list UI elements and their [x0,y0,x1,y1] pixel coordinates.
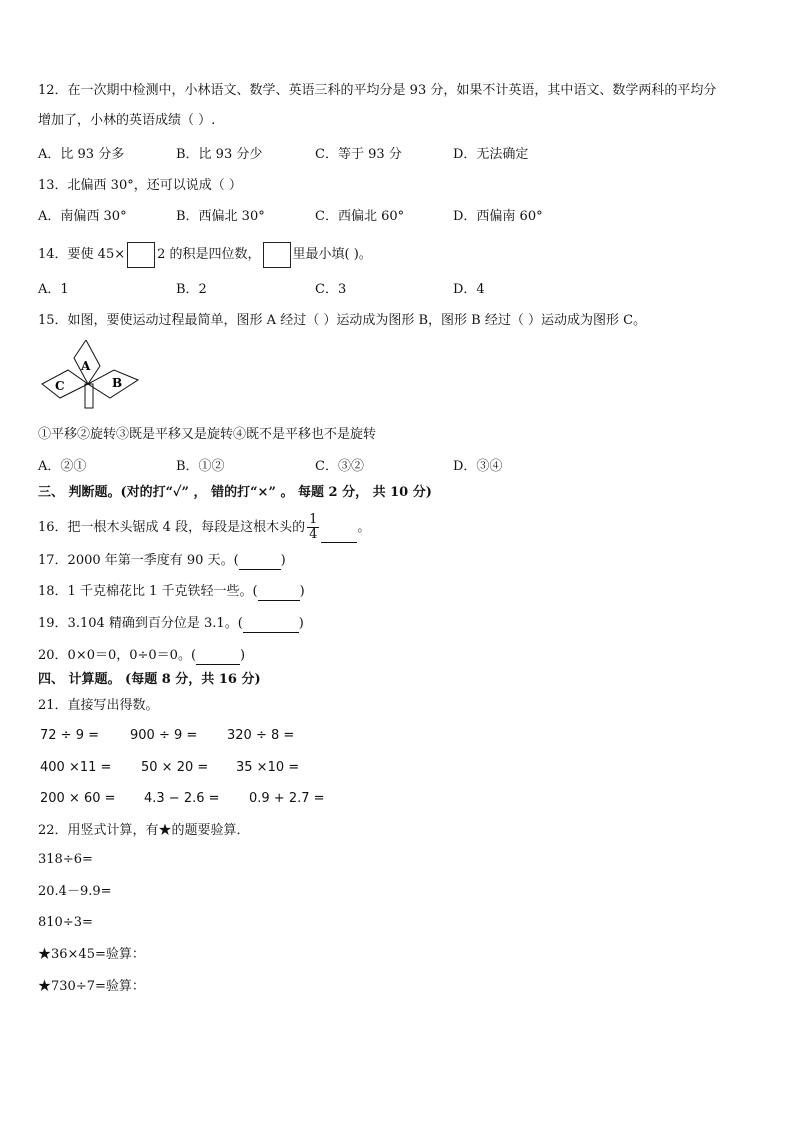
figure-label-a: A [81,359,91,373]
q21-stem: 21．直接写出得数。 [38,698,159,713]
q13-stem: 13．北偏西 30°，还可以说成（ ） [38,178,242,193]
q20-answer-blank [196,646,240,665]
q22-item: 20.4－9.9= [38,884,112,899]
q13-option-d: D．西偏南 60° [453,209,543,224]
q14-part2: 2 的积是四位数， [157,247,261,262]
q19-end: ) [298,616,304,631]
figure-label-b: B [112,376,123,390]
q12-option-b: B．比 93 分少 [176,147,263,162]
q15-option-b: B．①② [176,459,225,474]
q15-figure [38,340,148,412]
q15-option-d: D．③④ [453,459,503,474]
calc-item: 320 ÷ 8 = [227,728,295,743]
section-3-title: 三、 判断题。(对的打“✓” ， 错的打“×” 。 每题 2 分， 共 10 分) [38,485,432,500]
q15-choices: ①平移②旋转③既是平移又是旋转④既不是平移也不是旋转 [38,427,377,442]
q12-option-c: C．等于 93 分 [315,147,402,162]
q14-part3: 里最小填( )。 [292,247,372,262]
section-4-title: 四、 计算题。 (每题 8 分，共 16 分) [38,672,261,687]
calc-item: 50 × 20 = [141,760,209,775]
calc-item: 400 ×11 = [40,760,112,775]
q14-option-a: A．1 [38,282,69,297]
q20-end: ) [240,648,246,663]
q18 [38,582,305,601]
q19 [38,614,304,633]
q13-option-a: A．南偏西 30° [38,209,127,224]
q12-line1: 12．在一次期中检测中，小林语文、数学、英语三科的平均分是 93 分，如果不计英语，其中语文、数学两科的平均分 [38,83,717,98]
q16-fraction [307,513,319,542]
calc-item: 900 ÷ 9 = [130,728,198,743]
q12-option-a: A．比 93 分多 [38,147,125,162]
q16 [38,512,370,543]
q15-option-a: A．②① [38,459,87,474]
q19-text: 19．3.104 精确到百分位是 3.1。( [38,616,243,631]
q17-text: 17．2000 年第一季度有 90 天。( [38,553,239,568]
calc-item: 0.9 + 2.7 = [249,791,325,806]
q14-blank-box-1 [127,242,155,268]
q14-blank-box-2 [263,242,291,268]
q22-item: ★36×45=验算： [38,947,145,962]
q14-option-d: D．4 [453,282,485,297]
figure-stem [85,384,93,408]
q15-option-c: C．③② [315,459,364,474]
q16-end: 。 [357,520,371,535]
q22-item: 318÷6= [38,852,93,867]
q20 [38,646,245,665]
q22-stem: 22．用竖式计算，有★的题要验算． [38,823,250,838]
shape-c [42,370,88,398]
q14-stem [38,241,372,269]
q18-end: ) [299,584,305,599]
calc-item: 72 ÷ 9 = [40,728,99,743]
q12-option-d: D．无法确定 [453,147,529,162]
q16-text: 16．把一根木头锯成 4 段，每段是这根木头的 [38,520,306,535]
calc-item: 4.3 − 2.6 = [144,791,220,806]
q14-option-c: C．3 [315,282,347,297]
q18-text: 18．1 千克棉花比 1 千克铁轻一些。( [38,584,258,599]
q22-item: ★730÷7=验算： [38,979,145,994]
q16-frac-den: 4 [309,527,318,542]
q18-answer-blank [258,582,300,601]
q22-item: 810÷3= [38,915,93,930]
q16-frac-num: 1 [309,512,318,527]
q15-stem: 15．如图，要使运动过程最简单，图形 A 经过（ ）运动成为图形 B，图形 B 经过（ ）运动成为图形 C。 [38,313,647,328]
q16-answer-blank [321,512,357,543]
q13-option-c: C．西偏北 60° [315,209,405,224]
q14-option-b: B．2 [176,282,207,297]
q17-answer-blank [239,551,281,570]
q20-text: 20．0×0＝0，0÷0＝0。( [38,648,197,663]
q12-line2: 增加了，小林的英语成绩（ ）. [38,113,216,128]
q19-answer-blank [243,614,299,633]
q17 [38,551,286,570]
calc-item: 35 ×10 = [236,760,300,775]
figure-label-c: C [55,379,65,393]
q13-option-b: B．西偏北 30° [176,209,265,224]
q14-part1: 14．要使 45× [38,247,126,262]
q17-end: ) [280,553,286,568]
calc-item: 200 × 60 = [40,791,116,806]
